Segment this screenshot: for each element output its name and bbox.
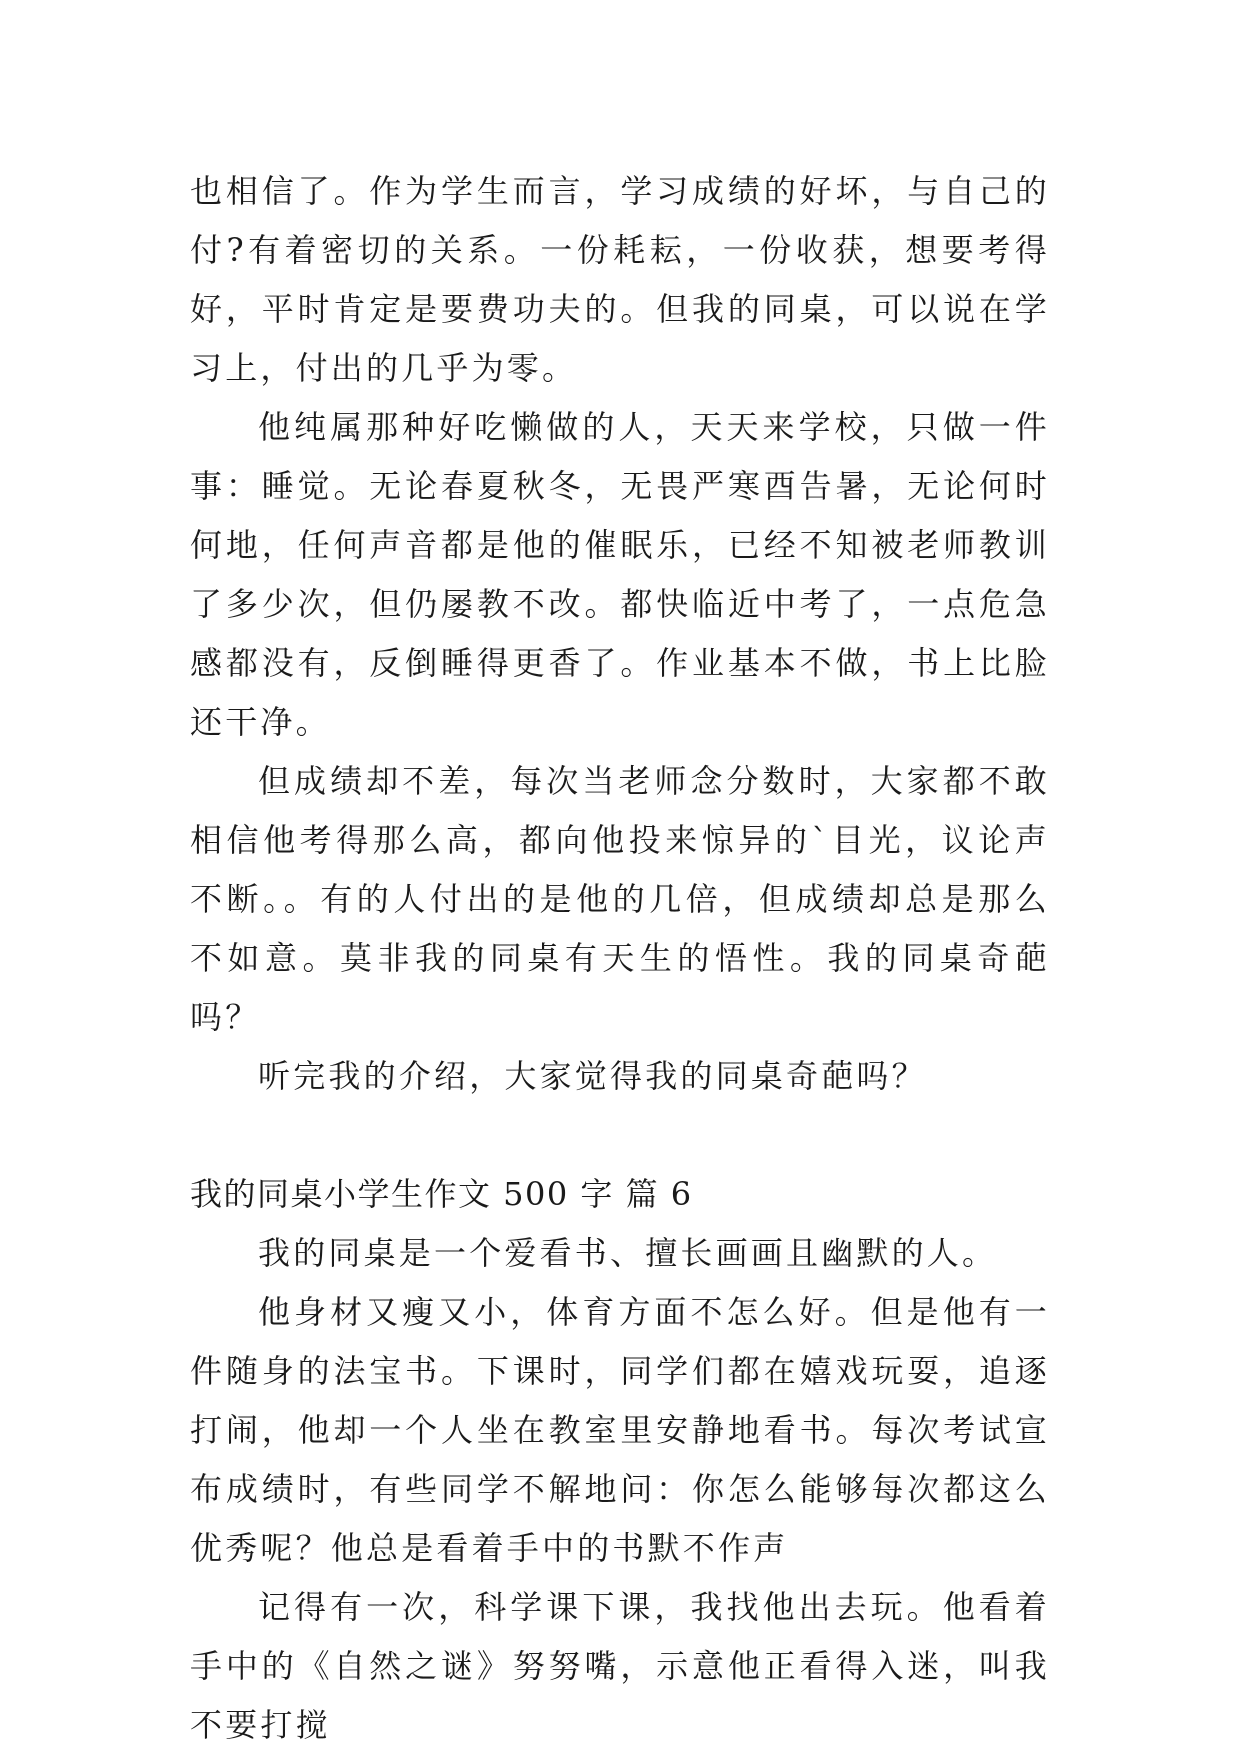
section-gap (190, 1106, 1050, 1165)
paragraph: 也相信了。作为学生而言，学习成绩的好坏，与自己的付?有着密切的关系。一份耗耘，一份收获，想要考得好，平时肯定是要费功夫的。但我的同桌，可以说在学习上，付出的几乎为零。 (190, 172, 1050, 387)
paragraph: 记得有一次，科学课下课，我找他出去玩。他看着手中的《自然之谜》努努嘴，示意他正看得入迷，叫我不要打搅 (190, 1588, 1050, 1744)
paragraph: 他身材又瘦又小，体育方面不怎么好。但是他有一件随身的法宝书。下课时，同学们都在嬉戏玩耍，追逐打闹，他却一个人坐在教室里安静地看书。每次考试宣布成绩时，有些同学不解地问：你怎么能够每次都这么优秀呢？他总是看着手中的书默不作声 (190, 1293, 1050, 1567)
document-body (190, 162, 1050, 1755)
section-heading: 我的同桌小学生作文 500 字 篇 6 (190, 1175, 693, 1213)
paragraph: 我的同桌是一个爱看书、擅长画画且幽默的人。 (258, 1234, 998, 1272)
paragraph: 他纯属那种好吃懒做的人，天天来学校，只做一件事：睡觉。无论春夏秋冬，无畏严寒酉告暑，无论何时何地，任何声音都是他的催眠乐，已经不知被老师教训了多少次，但仍屡教不改。都快临近中考了，一点危急感都没有，反倒睡得更香了。作业基本不做，书上比脸还干净。 (190, 408, 1050, 741)
paragraph: 听完我的介绍，大家觉得我的同桌奇葩吗？ (258, 1057, 927, 1095)
paragraph: 但成绩却不差，每次当老师念分数时，大家都不敢相信他考得那么高，都向他投来惊异的`目光，议论声不断。。有的人付出的是他的几倍，但成绩却总是那么不如意。莫非我的同桌有天生的悟性。我的同桌奇葩吗？ (190, 762, 1050, 1036)
